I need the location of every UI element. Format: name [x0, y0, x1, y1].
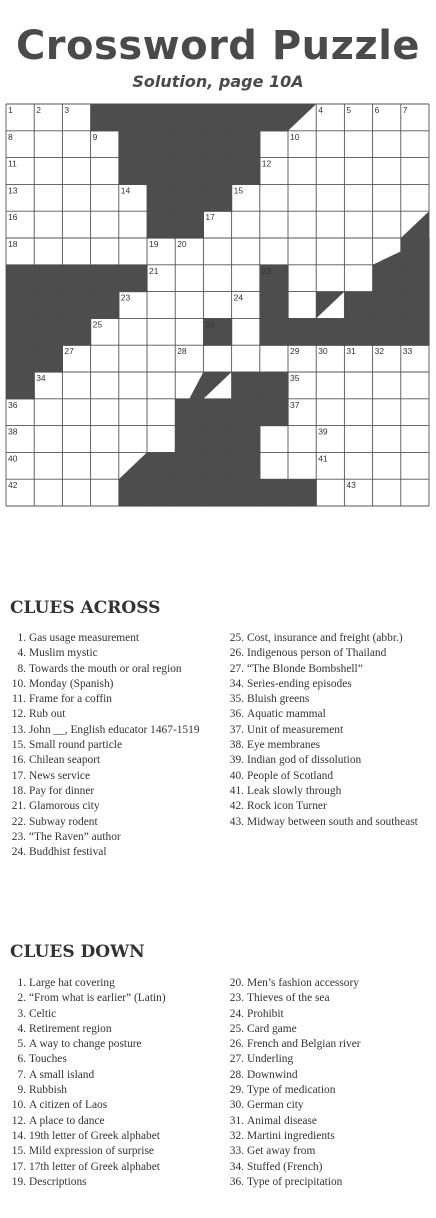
cell-number: 17: [205, 212, 215, 223]
clue-number: 21.: [11, 800, 26, 813]
cell-number: 28: [177, 346, 187, 357]
down-clues-left: [10, 976, 166, 1190]
clue-item: [10, 692, 200, 707]
clue-number: 27.: [229, 662, 244, 675]
black-square: [34, 292, 63, 319]
clue-text: John __, English educator 1467-1519: [29, 723, 200, 736]
across-clues-right: [228, 631, 418, 830]
black-square: [147, 104, 176, 131]
black-square: [232, 372, 261, 399]
clue-number: 4.: [17, 647, 26, 660]
cell-number: 38: [8, 426, 18, 437]
cell-number: 23: [120, 292, 131, 303]
clue-number: 23.: [11, 830, 26, 843]
clue-number: 2.: [17, 992, 26, 1005]
clue-number: 26.: [229, 1038, 244, 1051]
cell-number: 13: [8, 185, 18, 196]
clue-item: [10, 723, 200, 738]
black-square: [288, 318, 317, 345]
clue-text: “The Blonde Bombshell”: [247, 662, 363, 675]
clue-item: [10, 769, 200, 784]
cell-number: 34: [36, 373, 46, 383]
clue-item: [228, 631, 418, 646]
black-square: [260, 104, 289, 131]
clue-item: [228, 1098, 361, 1113]
black-square: [147, 211, 176, 238]
clue-number: 10.: [11, 677, 26, 690]
black-square: [175, 211, 204, 238]
black-square: [34, 345, 63, 372]
clue-text: Monday (Spanish): [29, 677, 114, 690]
clue-text: Rub out: [29, 708, 66, 721]
clue-text: Chilean seaport: [29, 754, 101, 767]
cell-number: 10: [290, 131, 300, 142]
clue-text: Bluish greens: [247, 693, 310, 706]
clue-item: [228, 784, 418, 799]
black-square: [91, 265, 120, 292]
black-square: [203, 479, 232, 506]
clue-text: A small island: [29, 1068, 95, 1081]
black-square: [175, 426, 204, 453]
clue-text: Cost, insurance and freight (abbr.): [247, 632, 403, 644]
clue-number: 5.: [17, 1038, 26, 1051]
cell-number: 41: [318, 453, 328, 464]
cell-number: 20: [177, 239, 187, 249]
cell-number: 16: [8, 212, 18, 223]
clue-number: 28.: [229, 1068, 244, 1081]
black-square: [232, 131, 261, 158]
clue-text: Celtic: [29, 1007, 57, 1020]
clue-text: Retirement region: [29, 1022, 112, 1035]
black-square: [6, 265, 35, 292]
black-square: [91, 104, 120, 131]
clue-item: [10, 815, 200, 830]
clue-text: Small round particle: [29, 739, 122, 752]
clue-item: [228, 1052, 361, 1067]
black-square: [6, 318, 35, 345]
clue-item: [228, 976, 361, 991]
clue-number: 9.: [17, 1084, 26, 1097]
clue-text: Martini ingredients: [247, 1129, 335, 1142]
cell-number: 2: [36, 105, 41, 115]
clue-item: [228, 692, 418, 707]
black-square: [260, 399, 289, 426]
clue-item: [228, 677, 418, 692]
clue-text: 17th letter of Greek alphabet: [29, 1160, 160, 1173]
black-square: [232, 452, 261, 479]
clue-item: [10, 677, 200, 692]
clue-number: 15.: [11, 1145, 26, 1158]
clue-number: 38.: [229, 739, 244, 752]
black-square: [34, 318, 63, 345]
clue-number: 31.: [229, 1114, 244, 1127]
clue-text: A way to change posture: [29, 1038, 142, 1051]
clue-item: [10, 1037, 166, 1052]
clue-text: Touches: [29, 1053, 67, 1066]
clue-item: [10, 830, 200, 845]
clue-number: 26.: [229, 647, 244, 660]
cell-number: 11: [8, 158, 17, 169]
clue-text: Underling: [247, 1053, 294, 1066]
clue-number: 12.: [11, 1114, 26, 1127]
cell-number: 27: [64, 346, 74, 357]
black-square: [175, 184, 204, 211]
clue-item: [10, 799, 200, 814]
cell-number: 36: [8, 399, 18, 410]
clue-number: 33.: [229, 1145, 244, 1158]
clue-text: Descriptions: [29, 1175, 87, 1188]
clue-item: [10, 784, 200, 799]
black-square: [119, 131, 148, 158]
cell-number: 5: [346, 105, 352, 115]
across-heading: CLUES ACROSS: [10, 598, 161, 618]
black-square: [316, 318, 345, 345]
clue-item: [10, 1083, 166, 1098]
black-square: [147, 479, 176, 506]
clue-number: 24.: [229, 1007, 244, 1020]
clue-item: [228, 738, 418, 753]
clue-number: 19.: [11, 1175, 26, 1188]
clue-item: [228, 1068, 361, 1083]
cell-number: 37: [290, 399, 300, 410]
clue-text: French and Belgian river: [247, 1038, 361, 1051]
black-square: [260, 292, 289, 319]
clue-item: [10, 1052, 166, 1067]
clue-item: [10, 1098, 166, 1113]
clue-number: 34.: [229, 677, 244, 690]
clue-item: [10, 845, 200, 860]
black-square: [34, 265, 63, 292]
clue-item: [10, 753, 200, 768]
clue-number: 1.: [17, 632, 26, 644]
black-square: [6, 292, 35, 319]
black-square: [147, 452, 176, 479]
clue-text: Indigenous person of Thailand: [247, 647, 387, 660]
clue-text: Aquatic mammal: [247, 708, 326, 721]
cell-number: 9: [92, 131, 98, 142]
clue-text: Series-ending episodes: [247, 677, 352, 690]
black-square: [147, 158, 176, 185]
clue-item: [228, 769, 418, 784]
clue-item: [10, 1144, 166, 1159]
cell-number: 19: [149, 239, 159, 249]
black-square: [260, 318, 289, 345]
clue-text: News service: [29, 769, 91, 782]
clue-number: 36.: [229, 1175, 244, 1188]
clue-number: 14.: [11, 1129, 26, 1142]
clue-number: 10.: [11, 1099, 26, 1112]
cell-number: 7: [402, 105, 408, 115]
black-square: [344, 292, 373, 319]
page-title: Crossword Puzzle: [15, 23, 421, 69]
clue-item: [10, 1175, 166, 1190]
clue-number: 32.: [229, 1129, 244, 1142]
clue-number: 42.: [229, 800, 244, 813]
clue-number: 18.: [11, 784, 26, 797]
cell-number: 32: [374, 346, 385, 357]
black-square: [203, 104, 232, 131]
clue-item: [228, 799, 418, 814]
cell-number: 29: [290, 346, 300, 357]
clue-text: Card game: [247, 1022, 297, 1035]
clue-text: Midway between south and southeast: [247, 815, 418, 828]
clue-item: [228, 815, 418, 830]
clue-item: [10, 631, 200, 646]
clue-number: 17.: [11, 769, 26, 782]
cell-number: 26: [205, 319, 215, 330]
black-square: [62, 265, 91, 292]
clue-number: 35.: [229, 693, 244, 706]
clue-item: [228, 1129, 361, 1144]
clue-number: 29.: [229, 1084, 244, 1097]
black-square: [119, 158, 148, 185]
black-square: [260, 479, 289, 506]
clue-number: 40.: [229, 769, 244, 782]
clue-item: [228, 1022, 361, 1037]
clue-number: 3.: [17, 1007, 26, 1020]
clue-number: 41.: [229, 784, 244, 797]
clue-number: 37.: [229, 723, 244, 736]
cell-number: 15: [233, 185, 244, 196]
clue-item: [228, 1144, 361, 1159]
cell-number: 14: [120, 185, 131, 196]
black-square: [203, 426, 232, 453]
clue-text: Get away from: [247, 1145, 316, 1158]
down-clues-right: [228, 976, 361, 1190]
clue-text: Eye membranes: [247, 739, 321, 752]
clue-number: 8.: [17, 662, 26, 675]
clue-item: [10, 1114, 166, 1129]
clue-text: Rubbish: [29, 1084, 67, 1097]
clue-number: 16.: [11, 754, 26, 767]
black-square: [232, 426, 261, 453]
clue-text: Type of precipitation: [247, 1175, 343, 1188]
clue-text: People of Scotland: [247, 769, 334, 782]
clue-text: Stuffed (French): [247, 1160, 323, 1173]
black-square: [232, 104, 261, 131]
clue-item: [228, 646, 418, 661]
cell-number: 31: [346, 346, 356, 357]
clue-text: Thieves of the sea: [247, 992, 330, 1005]
clue-number: 15.: [11, 739, 26, 752]
clue-item: [228, 1083, 361, 1098]
clue-text: A place to dance: [29, 1114, 105, 1127]
cell-number: 35: [290, 373, 300, 383]
clue-number: 27.: [229, 1053, 244, 1066]
clue-number: 11.: [12, 693, 26, 706]
clue-text: Towards the mouth or oral region: [29, 662, 182, 675]
clue-text: A citizen of Laos: [29, 1099, 108, 1112]
clue-text: Subway rodent: [29, 815, 98, 828]
clue-item: [10, 738, 200, 753]
black-square: [175, 131, 204, 158]
clue-number: 4.: [17, 1022, 26, 1035]
black-square: [175, 104, 204, 131]
clue-text: Buddhist festival: [29, 846, 107, 859]
clue-text: German city: [247, 1099, 304, 1112]
clue-number: 17.: [11, 1160, 26, 1173]
black-square: [119, 265, 148, 292]
black-square: [373, 265, 402, 292]
black-square: [119, 479, 148, 506]
clue-number: 36.: [229, 708, 244, 721]
black-square: [232, 399, 261, 426]
clue-number: 7.: [17, 1068, 26, 1081]
black-square: [147, 184, 176, 211]
clue-number: 23.: [229, 992, 244, 1005]
black-square: [203, 399, 232, 426]
black-square: [232, 158, 261, 185]
clue-text: “The Raven” author: [29, 830, 121, 843]
clue-item: [228, 707, 418, 722]
clue-item: [10, 1068, 166, 1083]
black-square: [260, 372, 289, 399]
clue-item: [10, 1160, 166, 1175]
clue-item: [228, 1007, 361, 1022]
black-square: [175, 452, 204, 479]
clue-number: 24.: [11, 846, 26, 859]
black-square: [401, 265, 430, 292]
black-square: [175, 158, 204, 185]
clue-text: Downwind: [247, 1068, 298, 1081]
clue-number: 34.: [229, 1160, 244, 1173]
clue-text: Muslim mystic: [29, 647, 98, 660]
cell-number: 42: [8, 480, 18, 491]
across-clues-left: [10, 631, 200, 860]
clue-item: [228, 1175, 361, 1190]
cell-number: 4: [318, 105, 323, 115]
clue-item: [228, 662, 418, 677]
clue-text: Pay for dinner: [29, 784, 95, 797]
clue-item: [228, 1160, 361, 1175]
cell-number: 18: [8, 239, 18, 249]
black-square: [203, 184, 232, 211]
black-square: [175, 479, 204, 506]
clue-number: 30.: [229, 1099, 244, 1112]
clue-number: 43.: [229, 815, 244, 828]
clue-number: 39.: [229, 754, 244, 767]
clue-text: Indian god of dissolution: [247, 754, 362, 767]
clue-item: [10, 1129, 166, 1144]
crossword-grid: [0, 0, 436, 520]
cell-number: 39: [318, 426, 328, 437]
clue-item: [10, 1007, 166, 1022]
clue-text: Rock icon Turner: [247, 800, 327, 813]
clue-number: 1.: [17, 977, 26, 989]
clue-item: [10, 707, 200, 722]
cell-number: 22: [261, 265, 272, 276]
clue-text: Leak slowly through: [247, 784, 342, 797]
cell-number: 43: [346, 480, 356, 491]
clue-text: Mild expression of surprise: [29, 1145, 154, 1158]
black-square: [203, 158, 232, 185]
clue-text: Animal disease: [247, 1114, 317, 1127]
black-square: [119, 104, 148, 131]
clue-text: Glamorous city: [29, 800, 100, 813]
clue-number: 25.: [229, 632, 244, 644]
cell-number: 1: [8, 105, 13, 115]
clue-item: [10, 646, 200, 661]
black-square: [373, 292, 402, 319]
cell-number: 40: [8, 453, 18, 464]
clue-item: [228, 1037, 361, 1052]
black-square: [232, 479, 261, 506]
black-square: [62, 292, 91, 319]
clue-text: Frame for a coffin: [29, 693, 112, 706]
clue-item: [10, 991, 166, 1006]
clue-number: 12.: [11, 708, 26, 721]
black-square: [344, 318, 373, 345]
page-subtitle: Solution, page 10A: [132, 72, 304, 91]
cell-number: 24: [233, 292, 244, 303]
cell-number: 6: [374, 105, 380, 115]
clue-number: 13.: [11, 723, 26, 736]
black-square: [401, 318, 430, 345]
black-square: [203, 131, 232, 158]
black-square: [373, 318, 402, 345]
cell-number: 12: [261, 158, 272, 169]
cell-number: 25: [92, 319, 103, 330]
clue-item: [228, 1114, 361, 1129]
clue-text: “From what is earlier” (Latin): [29, 992, 166, 1005]
clue-number: 6.: [17, 1053, 26, 1066]
cell-number: 33: [402, 346, 413, 357]
black-square: [6, 345, 35, 372]
black-square: [147, 131, 176, 158]
cell-number: 21: [149, 265, 159, 276]
clue-item: [228, 991, 361, 1006]
clue-text: Gas usage measurement: [29, 632, 140, 644]
clue-item: [10, 976, 166, 991]
cell-number: 8: [8, 131, 13, 142]
clue-text: Large hat covering: [29, 977, 115, 989]
clue-text: Prohibit: [247, 1007, 284, 1020]
black-square: [288, 479, 317, 506]
clue-number: 22.: [11, 815, 26, 828]
cell-number: 30: [318, 346, 328, 357]
clue-item: [10, 1022, 166, 1037]
clue-item: [10, 662, 200, 677]
clue-item: [228, 723, 418, 738]
clue-text: 19th letter of Greek alphabet: [29, 1129, 160, 1142]
down-heading: CLUES DOWN: [10, 942, 145, 962]
clue-text: Type of medication: [247, 1084, 336, 1097]
black-square: [203, 452, 232, 479]
clue-text: Men’s fashion accessory: [247, 977, 359, 989]
black-square: [401, 292, 430, 319]
clue-number: 20.: [229, 977, 244, 989]
clue-number: 25.: [229, 1022, 244, 1035]
cell-number: 3: [64, 105, 70, 115]
clue-item: [228, 753, 418, 768]
clue-text: Unit of measurement: [247, 723, 344, 736]
